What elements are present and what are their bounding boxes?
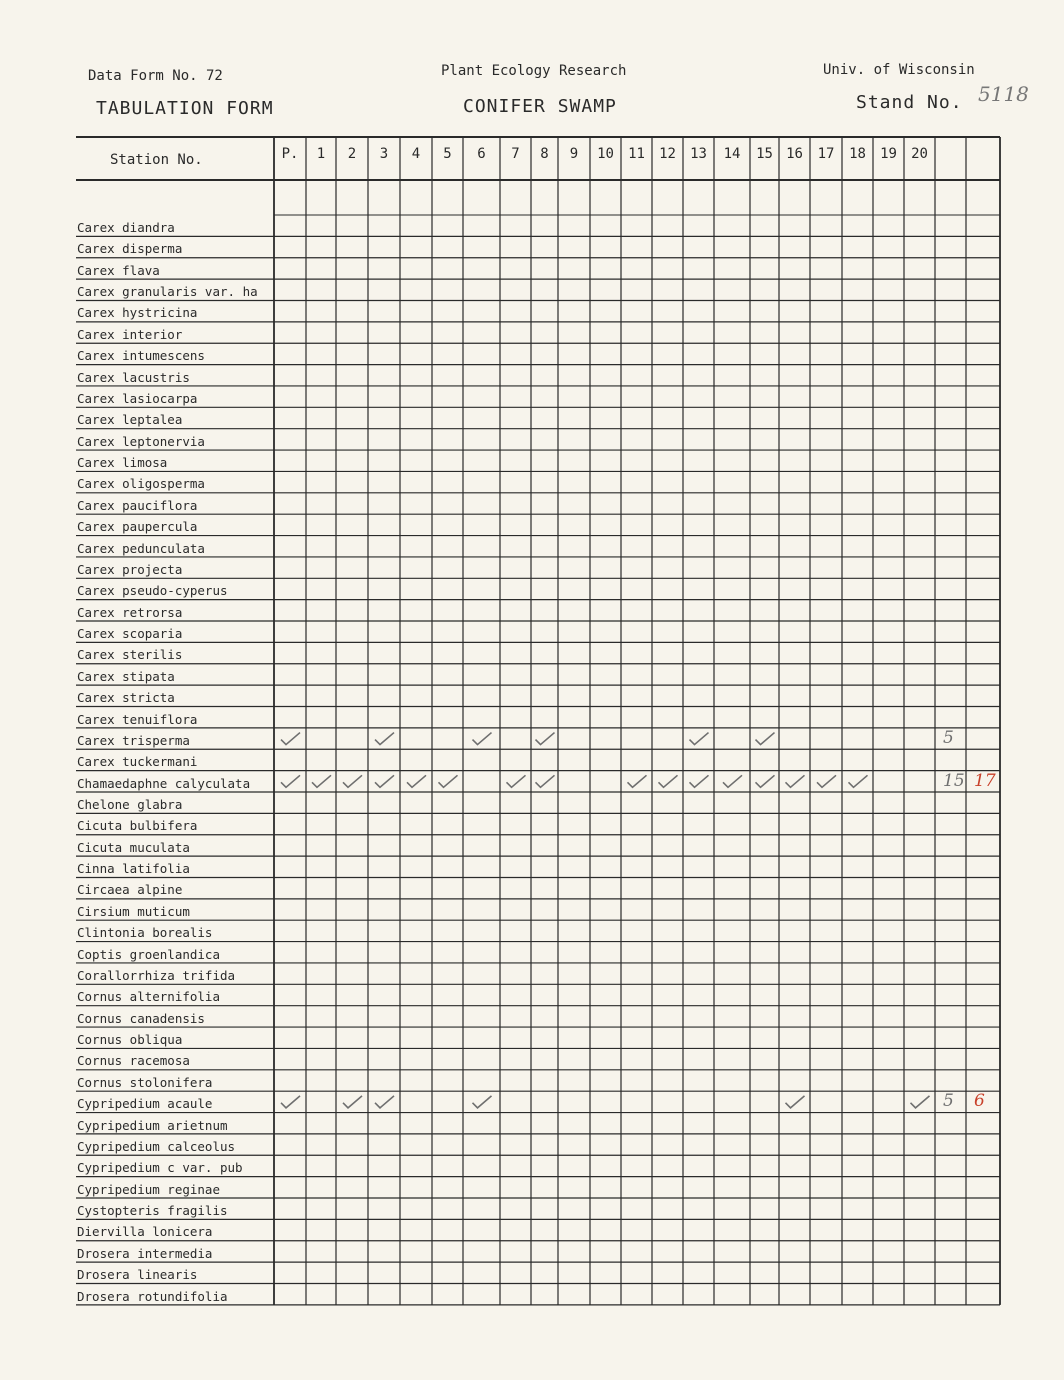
species-name: Carex sterilis xyxy=(77,647,183,663)
species-name: Carex stipata xyxy=(77,668,175,684)
species-name: Carex flava xyxy=(77,262,160,278)
check-mark xyxy=(690,733,709,745)
check-mark xyxy=(536,733,555,745)
tally-total: 15 xyxy=(943,770,965,791)
check-mark xyxy=(723,775,742,787)
check-mark xyxy=(473,733,492,745)
station-number-5: 5 xyxy=(443,146,452,162)
species-name: Carex stricta xyxy=(77,690,175,706)
species-name: Chamaedaphne calyculata xyxy=(77,775,251,791)
species-name: Cypripedium reginae xyxy=(77,1181,220,1197)
species-name: Carex granularis var. ha xyxy=(77,284,258,300)
species-name: Cypripedium arietnum xyxy=(77,1117,228,1133)
check-mark xyxy=(786,775,805,787)
species-name: Cornus canadensis xyxy=(77,1010,205,1026)
species-name: Coptis groenlandica xyxy=(77,946,220,962)
species-name: Drosera intermedia xyxy=(77,1245,213,1261)
species-name: Cypripedium c var. pub xyxy=(77,1160,243,1176)
station-number-15: 15 xyxy=(756,146,773,162)
research-title: Plant Ecology Research xyxy=(441,63,627,79)
check-mark xyxy=(628,775,647,787)
species-name: Carex pauciflora xyxy=(77,497,198,513)
species-name: Carex disperma xyxy=(77,241,183,257)
species-name: Carex projecta xyxy=(77,561,183,577)
check-mark xyxy=(756,733,775,745)
species-name: Diervilla lonicera xyxy=(77,1224,213,1240)
check-mark xyxy=(659,775,678,787)
species-name: Carex hystricina xyxy=(77,305,198,321)
species-name: Cypripedium calceolus xyxy=(77,1138,236,1154)
species-name: Corallorrhiza trifida xyxy=(77,967,236,983)
station-number-3: 3 xyxy=(379,146,389,162)
species-name: Cirsium muticum xyxy=(77,903,190,919)
species-name: Carex diandra xyxy=(77,220,175,235)
stand-number: 5118 xyxy=(978,82,1029,106)
station-number-9: 9 xyxy=(569,146,579,162)
station-number-17: 17 xyxy=(817,146,835,162)
station-number-19: 19 xyxy=(880,146,897,162)
check-mark xyxy=(439,775,458,787)
species-name: Cornus alternifolia xyxy=(77,989,220,1005)
station-number-P: P. xyxy=(281,146,299,162)
check-mark xyxy=(690,775,709,787)
species-name: Carex scoparia xyxy=(77,626,183,642)
station-number-4: 4 xyxy=(411,146,421,162)
check-mark xyxy=(849,775,868,787)
species-name: Cicuta muculata xyxy=(77,839,190,855)
tally-total: 5 xyxy=(943,1091,954,1112)
check-mark xyxy=(343,775,362,787)
check-mark xyxy=(375,1096,394,1108)
species-name: Carex pedunculata xyxy=(77,540,205,556)
species-name: Cornus obliqua xyxy=(77,1032,183,1048)
check-mark xyxy=(281,1096,300,1108)
species-name: Cypripedium acaule xyxy=(77,1096,213,1112)
check-mark xyxy=(536,775,555,787)
tally-total-red: 6 xyxy=(974,1091,985,1112)
species-name: Carex lasiocarpa xyxy=(77,390,198,406)
check-mark xyxy=(786,1096,805,1108)
species-name: Drosera linearis xyxy=(77,1267,198,1283)
check-mark xyxy=(473,1096,492,1108)
tally-total: 5 xyxy=(943,727,954,748)
species-name: Cicuta bulbifera xyxy=(77,818,198,834)
form-number: Data Form No. 72 xyxy=(88,68,223,84)
species-name: Carex oligosperma xyxy=(77,476,205,492)
station-number-1: 1 xyxy=(316,146,326,162)
check-mark xyxy=(343,1096,362,1108)
check-mark xyxy=(911,1096,930,1108)
species-name: Chelone glabra xyxy=(77,796,183,812)
station-number-2: 2 xyxy=(347,146,357,162)
check-mark xyxy=(407,775,426,787)
check-mark xyxy=(312,775,331,787)
check-mark xyxy=(817,775,836,787)
species-name: Carex leptalea xyxy=(77,412,183,428)
form-type-title: TABULATION FORM xyxy=(96,98,274,119)
station-number-14: 14 xyxy=(723,146,741,162)
species-name: Carex limosa xyxy=(77,455,168,471)
check-mark xyxy=(281,775,300,787)
station-number-18: 18 xyxy=(849,146,866,162)
species-name: Drosera rotundifolia xyxy=(77,1288,228,1304)
species-name: Cornus racemosa xyxy=(77,1053,190,1069)
species-name: Carex tenuiflora xyxy=(77,711,198,727)
species-name: Cinna latifolia xyxy=(77,861,190,877)
station-number-6: 6 xyxy=(477,146,486,162)
stand-label: Stand No. xyxy=(856,92,963,113)
station-number-16: 16 xyxy=(786,146,803,162)
check-mark xyxy=(507,775,526,787)
check-mark xyxy=(281,733,300,745)
institution: Univ. of Wisconsin xyxy=(823,62,975,78)
check-mark xyxy=(375,733,394,745)
species-name: Carex pseudo-cyperus xyxy=(77,583,228,599)
species-name: Carex interior xyxy=(77,326,183,342)
species-name: Carex retrorsa xyxy=(77,604,183,620)
species-name: Carex trisperma xyxy=(77,732,190,748)
station-number-20: 20 xyxy=(911,146,928,162)
check-mark xyxy=(756,775,775,787)
station-number-12: 12 xyxy=(659,146,676,162)
check-mark xyxy=(375,775,394,787)
species-name: Cystopteris fragilis xyxy=(77,1203,228,1219)
station-header: Station No. xyxy=(110,152,203,168)
species-name: Carex leptonervia xyxy=(77,433,205,449)
station-number-7: 7 xyxy=(511,146,520,162)
community-title: CONIFER SWAMP xyxy=(463,96,617,117)
species-name: Carex intumescens xyxy=(77,348,205,364)
species-name: Carex tuckermani xyxy=(77,754,198,770)
species-name: Circaea alpine xyxy=(77,882,183,898)
station-number-13: 13 xyxy=(690,146,707,162)
species-name: Carex lacustris xyxy=(77,369,190,385)
species-name: Carex paupercula xyxy=(77,519,198,535)
species-name: Cornus stolonifera xyxy=(77,1074,213,1090)
station-number-11: 11 xyxy=(628,146,645,162)
station-number-10: 10 xyxy=(597,146,614,162)
tally-total-red: 17 xyxy=(974,770,996,791)
station-number-8: 8 xyxy=(540,146,549,162)
species-name: Clintonia borealis xyxy=(77,925,213,941)
